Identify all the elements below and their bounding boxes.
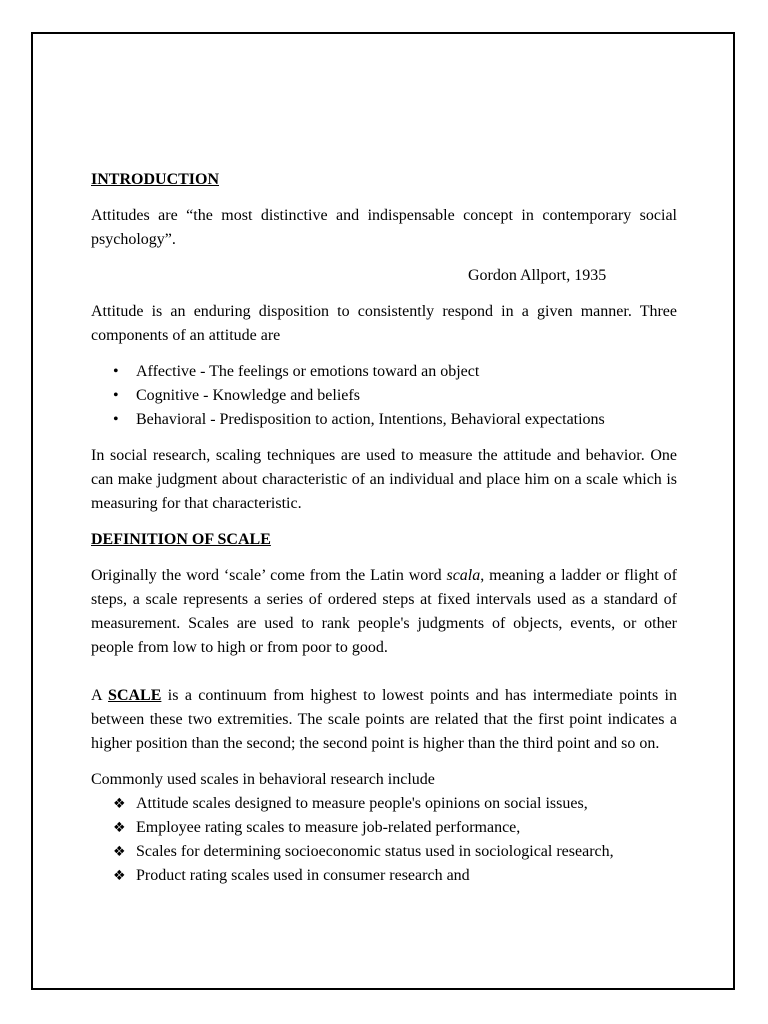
list-item: ❖ Employee rating scales to measure job-related performance, (91, 816, 677, 840)
definition-heading: DEFINITION OF SCALE (91, 531, 271, 548)
quote-attribution: Gordon Allport, 1935 (468, 267, 607, 284)
definition-paragraph (91, 564, 677, 660)
scale-paragraph (91, 684, 677, 756)
scale-keyword: SCALE (108, 687, 162, 704)
common-scales-intro: Commonly used scales in behavioral research include (91, 771, 435, 788)
research-paragraph: In social research, scaling techniques are used to measure the attitude and behavior. One can make judgment about characteristic of an individual and place him on a scale which is measuring for that characteristic. (91, 447, 677, 512)
common-scales-list (91, 792, 677, 888)
scale-text-end: is a continuum from highest to lowest points and has intermediate points in between these two extremities. The scale points are related that the first point indicates a higher position than the second; the second point is higher than the third point and so on. (91, 687, 677, 752)
scale-text-start: A (91, 687, 109, 704)
attitude-paragraph: Attitude is an enduring disposition to consistently respond in a given manner. Three components of an attitude are (91, 303, 677, 344)
list-item: ❖ Product rating scales used in consumer research and (91, 864, 677, 888)
allport-quote: Attitudes are “the most distinctive and indispensable concept in contemporary social psychology”. (91, 207, 677, 248)
list-item: ❖ Attitude scales designed to measure people's opinions on social issues, (91, 792, 677, 816)
list-item: • Cognitive - Knowledge and beliefs (91, 384, 677, 408)
list-item: ❖ Scales for determining socioeconomic status used in sociological research, (91, 840, 677, 864)
introduction-heading: INTRODUCTION (91, 171, 220, 188)
definition-text-end: , meaning a ladder or flight of steps, a scale represents a series of ordered steps at fixed intervals used as a standard of measurement. Scales are used to rank people's judgments of objects, events, or other people from low to high or from poor to good. (91, 567, 677, 656)
spacer (91, 672, 677, 684)
list-item: • Behavioral - Predisposition to action, Intentions, Behavioral expectations (91, 408, 677, 432)
latin-word: scala (446, 567, 481, 584)
components-list (91, 360, 677, 432)
list-item: • Affective - The feelings or emotions toward an object (91, 360, 677, 384)
definition-text-start: Originally the word ‘scale’ come from the Latin word (91, 567, 447, 584)
document-body (91, 168, 677, 900)
